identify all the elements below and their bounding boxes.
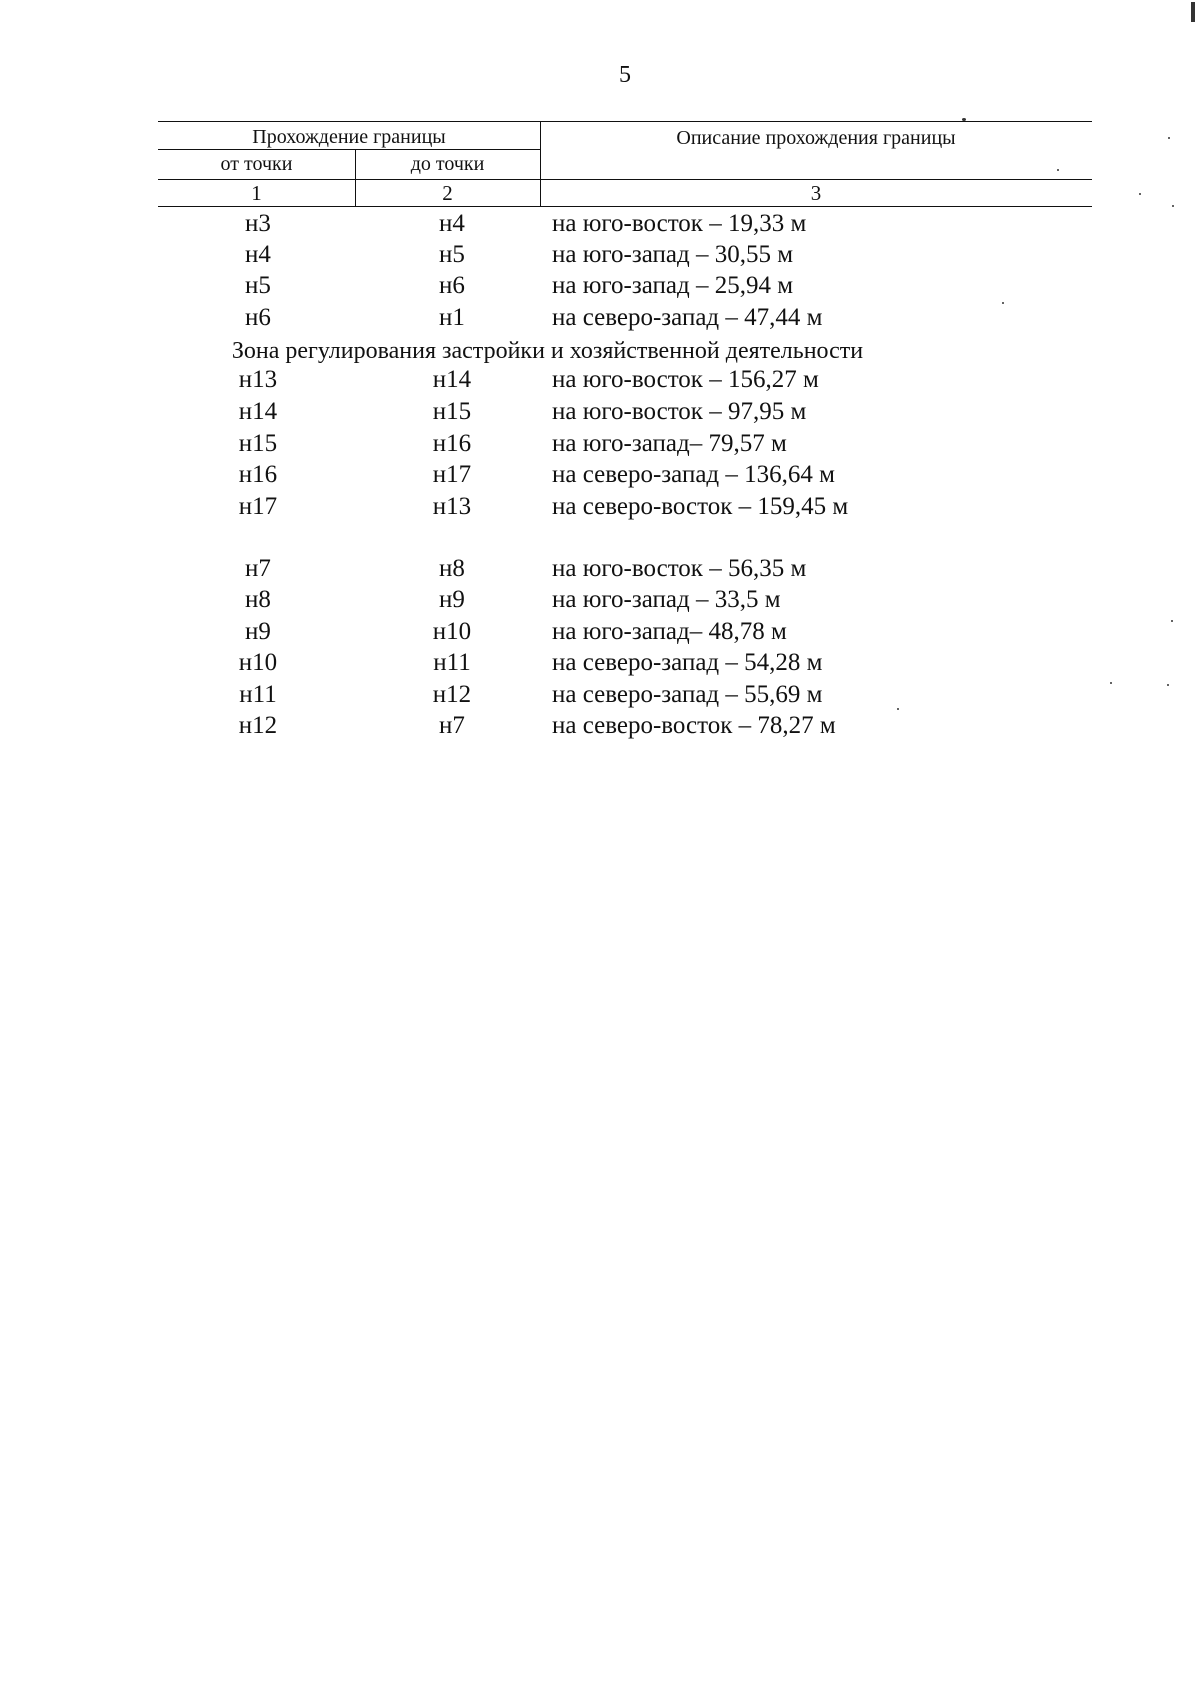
to-point: н6 — [439, 272, 465, 299]
boundary-description: на северо-восток – 159,45 м — [552, 493, 849, 520]
boundary-description: на северо-восток – 78,27 м — [552, 712, 836, 739]
table-row — [158, 241, 1092, 272]
from-point: н12 — [238, 712, 278, 739]
table-row — [158, 649, 1092, 680]
from-point: н9 — [245, 618, 271, 645]
scan-speck — [1172, 205, 1174, 207]
table-row — [158, 366, 1092, 397]
header-group-label: Прохождение границы — [252, 126, 446, 148]
to-point: н14 — [432, 366, 472, 393]
header-from-label: от точки — [220, 153, 293, 175]
boundary-description: на северо-запад – 55,69 м — [552, 681, 823, 708]
boundary-description: на юго-запад– 48,78 м — [552, 618, 787, 645]
to-point: н12 — [432, 681, 472, 708]
header-subrule — [158, 149, 540, 150]
to-point: н16 — [432, 430, 472, 457]
scan-speck — [1168, 137, 1170, 139]
scan-speck — [1110, 682, 1112, 684]
boundary-description: на северо-запад – 47,44 м — [552, 304, 823, 331]
to-point: н10 — [432, 618, 472, 645]
table-row — [158, 210, 1092, 241]
table-row — [158, 586, 1092, 617]
from-point: н10 — [238, 649, 278, 676]
header-col3-number: 3 — [810, 181, 822, 205]
boundary-description: на юго-восток – 156,27 м — [552, 366, 819, 393]
to-point: н1 — [439, 304, 465, 331]
page-number: 5 — [619, 62, 631, 88]
zone-title: Зона регулирования застройки и хозяйственной деятельности — [231, 338, 864, 364]
boundary-description: на юго-запад – 30,55 м — [552, 241, 794, 268]
scan-speck — [1002, 302, 1004, 304]
boundary-description: на юго-восток – 56,35 м — [552, 555, 807, 582]
to-point: н13 — [432, 493, 472, 520]
from-point: н5 — [245, 272, 271, 299]
table-row — [158, 493, 1092, 524]
boundary-description: на юго-восток – 19,33 м — [552, 210, 807, 237]
boundary-table — [158, 0, 1092, 760]
to-point: н7 — [439, 712, 465, 739]
boundary-description: на северо-запад – 136,64 м — [552, 461, 835, 488]
table-row — [158, 461, 1092, 492]
scan-speck — [897, 708, 899, 710]
table-row — [158, 304, 1092, 335]
scan-speck — [1191, 2, 1195, 22]
from-point: н15 — [238, 430, 278, 457]
from-point: н11 — [239, 681, 277, 708]
from-point: н17 — [238, 493, 278, 520]
scan-speck — [1171, 620, 1173, 622]
table-row — [158, 618, 1092, 649]
from-point: н7 — [245, 555, 271, 582]
boundary-description: на северо-запад – 54,28 м — [552, 649, 823, 676]
header-col1-number: 1 — [251, 181, 262, 205]
table-row — [158, 398, 1092, 429]
from-point: н14 — [238, 398, 278, 425]
table-row — [158, 712, 1092, 743]
to-point: н15 — [432, 398, 472, 425]
table-top-rule — [158, 121, 1092, 122]
from-point: н4 — [245, 241, 271, 268]
scan-speck — [1057, 169, 1059, 171]
from-point: н16 — [238, 461, 278, 488]
scan-speck — [962, 118, 966, 121]
table-row — [158, 272, 1092, 303]
boundary-description: на юго-запад – 33,5 м — [552, 586, 781, 613]
header-bottom-rule — [158, 206, 1092, 207]
header-to-label: до точки — [410, 153, 485, 175]
boundary-description: на юго-запад– 79,57 м — [552, 430, 787, 457]
to-point: н4 — [439, 210, 465, 237]
from-point: н3 — [245, 210, 271, 237]
boundary-description: на юго-восток – 97,95 м — [552, 398, 807, 425]
boundary-description: на юго-запад – 25,94 м — [552, 272, 794, 299]
to-point: н17 — [432, 461, 472, 488]
scan-speck — [1139, 193, 1141, 195]
header-description-label: Описание прохождения границы — [676, 127, 956, 149]
scan-speck — [1167, 684, 1169, 686]
from-point: н8 — [245, 586, 271, 613]
header-col2-number: 2 — [442, 181, 453, 205]
to-point: н11 — [433, 649, 471, 676]
table-row — [158, 430, 1092, 461]
to-point: н9 — [439, 586, 465, 613]
to-point: н5 — [439, 241, 465, 268]
from-point: н13 — [238, 366, 278, 393]
to-point: н8 — [439, 555, 465, 582]
table-row — [158, 681, 1092, 712]
from-point: н6 — [245, 304, 271, 331]
header-number-rule — [158, 179, 1092, 180]
table-row — [158, 555, 1092, 586]
